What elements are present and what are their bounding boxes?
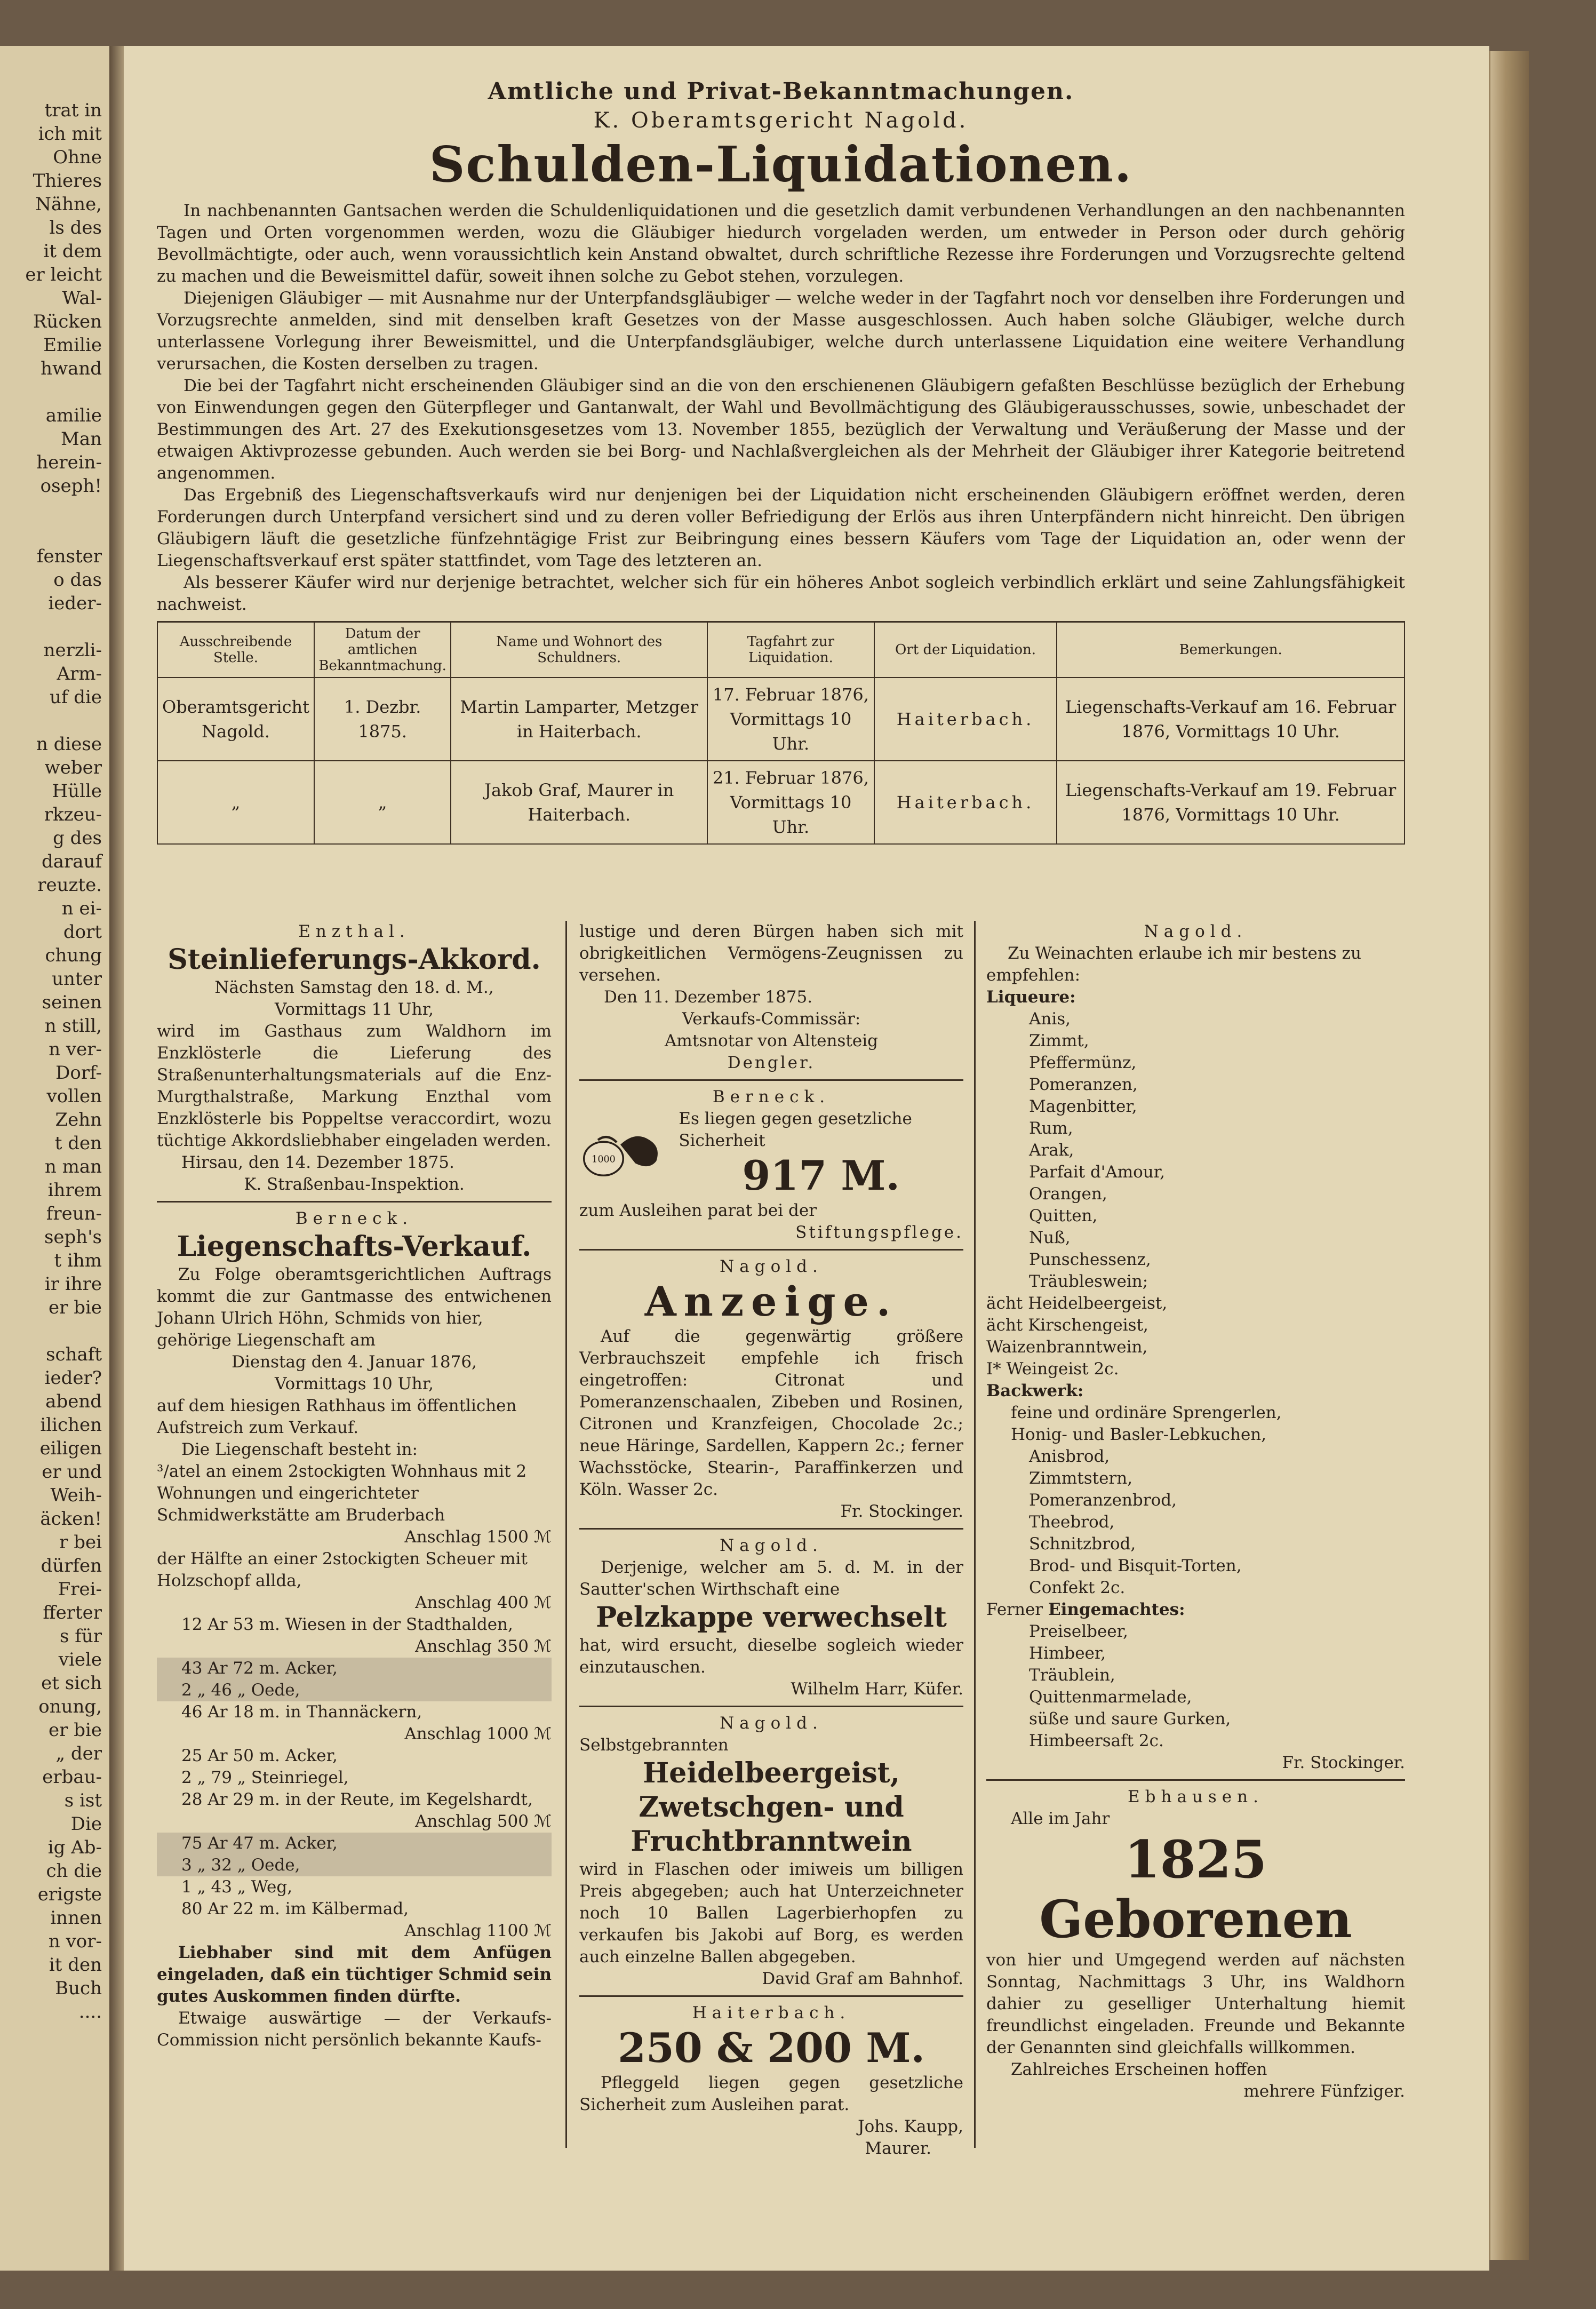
ad-item: 46 Ar 18 m. in Thannäckern, [181, 1702, 422, 1722]
left-page-text: herein- [36, 452, 102, 473]
left-page-text: er bie [49, 1719, 102, 1741]
main-title: Schulden-Liquidationen. [429, 136, 1132, 193]
left-page-text: n ver- [49, 1039, 102, 1060]
list-item: ächt Heidelbeergeist, [986, 1294, 1168, 1313]
ad-weinachten [986, 921, 1405, 1774]
left-page-text: Dorf- [55, 1062, 102, 1084]
table-row [157, 761, 1405, 844]
ad-signature: David Graf am Bahnhof. [762, 1969, 963, 1988]
table-header: Ausschreibende Stelle. [157, 622, 314, 678]
left-page-text: ihrem [47, 1180, 102, 1201]
ad-place: Nagold. [720, 1536, 823, 1555]
list-item: Preiselbeer, [1029, 1622, 1128, 1641]
left-page-text: er und [42, 1461, 102, 1483]
ad-stiftung [579, 1086, 963, 1244]
list-item: Parfait d'Amour, [1029, 1163, 1165, 1182]
list-item: Pomeranzenbrod, [1029, 1491, 1177, 1510]
left-page-text: ieder? [44, 1367, 102, 1389]
table-cell: Oberamtsgericht Nagold. [157, 678, 314, 761]
left-page-text: ir ihre [44, 1273, 102, 1295]
list-item: Himbeersaft 2c. [1029, 1731, 1164, 1750]
left-page-text: onung, [38, 1696, 102, 1717]
table-header: Name und Wohnort des Schuldners. [451, 622, 707, 678]
section-title: Amtliche und Privat-Bekanntmachungen. [488, 78, 1074, 105]
left-page-text: viele [58, 1649, 102, 1670]
left-page-text: n vor- [48, 1931, 102, 1952]
ad-text: Derjenige, welcher am 5. d. M. in der Sautter'schen Wirthschaft eine [579, 1558, 963, 1599]
ad-item: 2 „ 79 „ Steinriegel, [181, 1768, 349, 1787]
left-page-text: ilichen [40, 1414, 102, 1436]
ad-text: hat, wird ersucht, dieselbe sogleich wieder einzutauschen. [579, 1636, 963, 1677]
table-cell: Jakob Graf, Maurer in Haiterbach. [451, 761, 707, 844]
ad-steinlieferung [157, 921, 552, 1196]
ad-text: Zu Folge oberamtsgerichtlichen Auftrags kommt die zur Gantmasse des entwichenen Johann Ulrich Höhn, Schmids von hier, [157, 1265, 552, 1328]
left-page-text: g des [53, 827, 102, 849]
table-cell: Liegenschafts-Verkauf am 16. Februar 1876, Vormittags 10 Uhr. [1057, 678, 1405, 761]
ad-text: Dienstag den 4. Januar 1876, [232, 1352, 477, 1372]
announcements-section [157, 78, 1405, 845]
list-item: ächt Kirschengeist, [986, 1316, 1148, 1335]
table-cell: Liegenschafts-Verkauf am 19. Februar 1876, Vormittags 10 Uhr. [1057, 761, 1405, 844]
ad-subhead: Backwerk: [986, 1381, 1084, 1400]
left-page-text: Weih- [50, 1485, 102, 1506]
left-page-text: s ist [64, 1790, 102, 1811]
ad-place: Enzthal. [298, 922, 410, 941]
left-page-text: Man [61, 428, 102, 450]
left-page-text: ls des [49, 217, 102, 238]
ad-item: feine und ordinäre Sprengerlen, [1011, 1403, 1282, 1422]
table-cell: „ [314, 761, 451, 844]
amount-row [579, 1108, 963, 1200]
ad-place: Haiterbach. [692, 2003, 851, 2023]
left-page-text: Hülle [52, 781, 102, 802]
list-item: Pfeffermünz, [1029, 1053, 1137, 1072]
ad-signature: mehrere Fünfziger. [1243, 2082, 1405, 2101]
separator [579, 1706, 963, 1707]
ad-text: wird in Flaschen oder imiweis um billigen Preis abgegeben; auch hat Unterzeichneter noch 10 Ballen Lagerbierhopfen zu verkaufen bis Jakobi auf Borg, es werden auch einzelne Ballen abgegeben. [579, 1860, 963, 1966]
list-item: Nuß, [1029, 1228, 1071, 1247]
left-page-text: Buch [55, 1978, 102, 1999]
ad-text: Zu Weinachten erlaube ich mir bestens zu empfehlen: [986, 944, 1361, 985]
left-page-text: uf die [49, 687, 102, 708]
ad-place: Nagold. [1144, 922, 1248, 941]
ad-text: Selbstgebrannten [579, 1735, 729, 1755]
ad-item: 2 „ 46 „ Oede, [157, 1679, 552, 1701]
list-item: Anisbrod, [1029, 1447, 1110, 1466]
list-item: Träubleswein; [1029, 1272, 1148, 1291]
ad-item: 75 Ar 47 m. Acker, [157, 1833, 552, 1854]
left-page-text: t den [54, 1133, 102, 1154]
left-page-text: Die [70, 1813, 102, 1835]
ad-place: Nagold. [720, 1257, 823, 1276]
list-item: Confekt 2c. [1029, 1578, 1126, 1597]
left-page-text: it den [49, 1954, 102, 1976]
ad-text: Liebhaber sind mit dem Anfügen eingeladen, daß ein tüchtiger Schmid sein gutes Auskommen finden dürfte. [157, 1943, 552, 2006]
left-page-text: Nähne, [35, 194, 102, 215]
ad-amount: 250 & 200 M. [618, 2024, 925, 2072]
list-item: Pomeranzen, [1029, 1075, 1138, 1094]
left-page-text: o das [53, 569, 102, 591]
left-page-text: Emilie [43, 335, 102, 356]
left-page-text: Wal- [62, 288, 102, 309]
ad-item: 25 Ar 50 m. Acker, [181, 1746, 338, 1765]
left-page-text: et sich [41, 1673, 102, 1694]
ad-signature: K. Straßenbau-Inspektion. [244, 1175, 465, 1194]
ad-place: Berneck. [295, 1209, 413, 1228]
table-header: Datum der amtlichen Bekanntmachung. [314, 622, 451, 678]
list-item: Träublein, [1029, 1666, 1115, 1685]
separator [157, 1201, 552, 1203]
table-cell: „ [157, 761, 314, 844]
ad-price: Anschlag 400 ℳ [415, 1593, 552, 1612]
ad-geborenen [986, 1786, 1405, 2103]
ad-title: 1825 Geborenen [1039, 1829, 1352, 1949]
left-page-text: n ei- [61, 898, 102, 919]
ad-price: Anschlag 1100 ℳ [404, 1921, 552, 1940]
left-page-text: n still, [44, 1015, 102, 1037]
column-2 [579, 921, 963, 2165]
ad-columns [157, 921, 1405, 2158]
ad-signature: Maurer. [865, 2139, 931, 2158]
ad-text: auf dem hiesigen Rathhaus im öffentlichen Aufstreich zum Verkauf. [157, 1396, 517, 1437]
ad-item: 1 „ 43 „ Weg, [181, 1877, 293, 1897]
ad-line: Nächsten Samstag den 18. d. M., [214, 978, 494, 997]
ad-text [986, 1599, 1405, 1621]
left-page-text: seinen [42, 992, 102, 1013]
ad-text: Vormittags 10 Uhr, [275, 1374, 434, 1394]
table-header: Bemerkungen. [1057, 622, 1405, 678]
ad-item: 43 Ar 72 m. Acker, [157, 1658, 552, 1679]
left-page-text: it dem [43, 241, 102, 262]
paragraph: Das Ergebniß des Liegenschaftsverkaufs wird nur denjenigen bei der Liquidation nicht erscheinenden Gläubigern eröffnet werden, deren Forderungen durch Unterpfand versichert sind und zu deren voller Befriedigung der Erlös aus ihren Unterpfändern nicht hinreicht. Den übrigen Gläubigern läuft die gesetzliche fünfzehntägige Frist zur Beibringung eines bessern Käufers vom Tage der Liquidation an, oder wenn der Liegenschaftsverkauf erst später stattfindet, vom Tage des letzteren an. [157, 485, 1405, 570]
left-page-text: Thieres [33, 170, 102, 192]
ad-signature: Fr. Stockinger. [1282, 1753, 1405, 1772]
left-page-text: er bie [49, 1297, 102, 1318]
ad-item: 80 Ar 22 m. im Kälbermad, [181, 1899, 409, 1918]
left-page-text: Ohne [53, 147, 102, 168]
left-page-text: ch die [46, 1860, 102, 1882]
column-1 [157, 921, 552, 2057]
ad-amount: 917 M. [742, 1152, 900, 1199]
ad-item: Honig- und Basler-Lebkuchen, [1011, 1425, 1267, 1444]
separator [579, 1995, 963, 1997]
left-page-text: s für [60, 1626, 102, 1647]
left-page-text: darauf [41, 851, 102, 872]
newspaper-page [124, 46, 1489, 2271]
ad-text: Pfleggeld liegen gegen gesetzliche Sicherheit zum Ausleihen parat. [579, 2073, 963, 2114]
list-item: Brod- und Bisquit-Torten, [1029, 1556, 1242, 1575]
ad-liegenschaft [157, 1208, 552, 2051]
left-page-text: seph's [44, 1227, 102, 1248]
table-row [157, 678, 1405, 761]
ad-line: Vormittags 11 Uhr, [275, 1000, 434, 1019]
ad-pelzkappe [579, 1535, 963, 1700]
ad-item: 28 Ar 29 m. in der Reute, im Kegelshardt, [181, 1790, 533, 1809]
ad-title: Liegenschafts-Verkauf. [177, 1230, 532, 1263]
ad-text: Etwaige auswärtige — der Verkaufs-Commission nicht persönlich bekannte Kaufs- [157, 2009, 552, 2050]
backwerk-list [986, 1446, 1405, 1599]
money-bag-icon [579, 1122, 668, 1186]
left-page-text: äcken! [40, 1508, 102, 1530]
left-page-text: rkzeu- [44, 804, 102, 825]
list-item: Arak, [1029, 1141, 1074, 1160]
ad-title: Pelzkappe verwechselt [596, 1601, 947, 1634]
left-page-text: vollen [46, 1086, 102, 1107]
ad-anzeige [579, 1256, 963, 1523]
list-item: Anis, [1029, 1009, 1071, 1029]
liquidation-table [157, 621, 1405, 845]
left-page-text: hwand [41, 358, 102, 379]
left-page-text: oseph! [40, 475, 102, 497]
paragraph: Diejenigen Gläubiger — mit Ausnahme nur der Unterpfandsgläubiger — welche weder in der Tagfahrt noch vor denselben ihre Forderungen und Vorzugsrechte anmelden, sind mit denselben kraft Gesetzes von der Masse ausgeschlossen. Auch haben solche Gläubiger, welche durch unterlassene Vorlegung ihrer Beweismittel, und die Unterpfandsgläubiger, welche durch unterlassene Liquidation eine weitere Verhandlung verursachen, die Kosten derselben zu tragen. [157, 289, 1405, 373]
ad-price: Anschlag 1500 ℳ [404, 1527, 552, 1547]
ad-text: Alle im Jahr [1011, 1809, 1110, 1828]
ad-pfleggeld [579, 2002, 963, 2160]
paragraph: Als besserer Käufer wird nur derjenige betrachtet, welcher sich für ein höheres Anbot sogleich verbindlich erklärt und seine Zahlungsfähigkeit nachweist. [157, 573, 1405, 614]
page-edge [1489, 51, 1529, 2260]
left-page-text: ich mit [38, 123, 102, 145]
left-page-text: erbau- [42, 1766, 102, 1788]
table-header: Ort der Liquidation. [874, 622, 1057, 678]
list-item: I* Weingeist 2c. [986, 1359, 1119, 1379]
ad-text: der Hälfte an einer 2stockigten Scheuer mit Holzschopf allda, [157, 1549, 528, 1590]
left-page-text: Arm- [57, 663, 102, 684]
left-page-text: schaft [46, 1344, 102, 1365]
left-page-text: innen [50, 1907, 102, 1929]
ad-signature: Verkaufs-Commissär: [682, 1009, 861, 1029]
ad-price: Anschlag 500 ℳ [415, 1812, 552, 1831]
book-gutter [109, 46, 125, 2271]
ad-text: zum Ausleihen parat bei der [579, 1201, 817, 1220]
ad-continuation [579, 921, 963, 1074]
list-item: Zimmt, [1029, 1031, 1089, 1050]
ad-text: Es liegen gegen gesetzliche Sicherheit [679, 1109, 912, 1150]
table-cell: Haiterbach. [874, 678, 1057, 761]
ad-text: Zahlreiches Erscheinen hoffen [1011, 2060, 1267, 2079]
ad-signature: Stiftungspflege. [795, 1223, 963, 1242]
ad-text: gehörige Liegenschaft am [157, 1331, 376, 1350]
ad-title: Steinlieferungs-Akkord. [167, 943, 541, 976]
ad-signature: Fr. Stockinger. [840, 1502, 963, 1521]
left-page-text: fferter [43, 1602, 102, 1623]
left-page-text: eiligen [39, 1438, 102, 1459]
table-cell: Haiterbach. [874, 761, 1057, 844]
table-cell: Martin Lamparter, Metzger in Haiterbach. [451, 678, 707, 761]
left-page-text: .... [78, 2001, 102, 2023]
paragraph: Die bei der Tagfahrt nicht erscheinenden Gläubiger sind an die von den erschienenen Gläubigern gefaßten Beschlüsse bezüglich der Erhebung von Einwendungen gegen den Güterpfleger und Gantanwalt, der Wahl und Bevollmächtigung des Gläubigerausschusses, sowie, unbeschadet der Bestimmungen des Art. 27 des Exekutionsgesetzes vom 13. November 1855, bezüglich der Verwaltung und Veräußerung der Masse und der etwaigen Aktivprozesse gebunden. Auch werden sie bei Borg- und Nachlaßvergleichen als der Mehrheit der Gläubiger ihrer Kategorie beitretend angenommen. [157, 376, 1405, 483]
list-item: Quitten, [1029, 1206, 1098, 1225]
left-page-text: trat in [44, 100, 102, 121]
ad-place: Berneck. [712, 1087, 831, 1106]
separator [579, 1528, 963, 1530]
separator [986, 1779, 1405, 1781]
table-cell: 21. Februar 1876, Vormittags 10 Uhr. [707, 761, 874, 844]
ad-signature: Johs. Kaupp, [858, 2117, 963, 2136]
table-header-row [157, 622, 1405, 678]
left-page-text: Rücken [33, 311, 102, 332]
ad-signature: Amtsnotar von Altensteig [665, 1031, 878, 1050]
left-page-text: freun- [46, 1203, 102, 1224]
ad-date: Hirsau, den 14. Dezember 1875. [181, 1153, 454, 1172]
ad-place: Ebhausen. [1128, 1787, 1264, 1806]
ad-signature: Wilhelm Harr, Küfer. [791, 1679, 963, 1699]
ad-subhead: Eingemachtes: [1048, 1600, 1185, 1619]
ad-text: von hier und Umgegend werden auf nächsten Sonntag, Nachmittags 3 Uhr, ins Waldhorn dahier zu geselliger Unterhaltung hiemit freundlichst eingeladen. Freunde und Bekannte der Genannten sind gleichfalls willkommen. [986, 1950, 1405, 2057]
list-item: Zimmtstern, [1029, 1469, 1133, 1488]
ad-title: Anzeige. [644, 1278, 898, 1325]
table-cell: 1. Dezbr. 1875. [314, 678, 451, 761]
left-page-text: fenster [36, 546, 102, 567]
ad-text: Ferner [986, 1600, 1043, 1619]
column-rule [565, 921, 567, 2148]
column-3 [986, 921, 1405, 2108]
court-name: K. Oberamtsgericht Nagold. [593, 108, 969, 133]
list-item: süße und saure Gurken, [1029, 1709, 1231, 1729]
table-header: Tagfahrt zur Liquidation. [707, 622, 874, 678]
list-item: Magenbitter, [1029, 1097, 1137, 1116]
left-page-fragment [0, 46, 111, 2271]
ad-text: wird im Gasthaus zum Waldhorn im Enzklösterle die Lieferung des Straßenunterhaltungsmaterials auf die Enz-Murgthalstraße, Markung Enzthal vom Enzklösterle bis Poppeltse veraccordirt, wozu tüchtige Akkordsliebhaber eingeladen werden. [157, 1022, 552, 1150]
ad-text: Die Liegenschaft besteht in: [181, 1440, 418, 1459]
ad-date: Den 11. Dezember 1875. [604, 988, 813, 1007]
left-page-text: erigste [37, 1884, 102, 1905]
left-page-text: chung [45, 945, 102, 966]
ad-text: lustige und deren Bürgen haben sich mit obrigkeitlichen Vermögens-Zeugnissen zu versehen. [579, 922, 963, 985]
emblem-label: 1000 [592, 1154, 616, 1165]
column-rule [974, 921, 976, 2148]
ad-branntwein [579, 1713, 963, 1990]
liqueur-list [986, 1008, 1405, 1293]
ad-text: ³/atel an einem 2stockigten Wohnhaus mit 2 Wohnungen und eingerichteter Schmidwerkstätte am Bruderbach [157, 1462, 527, 1525]
eingemachtes-list [986, 1621, 1405, 1752]
ad-signature: Dengler. [727, 1053, 816, 1072]
ad-price: Anschlag 350 ℳ [415, 1637, 552, 1656]
list-item: Rum, [1029, 1119, 1073, 1138]
left-page-text: n diese [36, 734, 102, 755]
list-item: Himbeer, [1029, 1644, 1106, 1663]
table-cell: 17. Februar 1876, Vormittags 10 Uhr. [707, 678, 874, 761]
left-page-text: unter [52, 968, 102, 990]
paragraph: In nachbenannten Gantsachen werden die Schuldenliquidationen und die gesetzlich damit verbundenen Verhandlungen an den nachbenannten Tagen und Orten vorgenommen werden, wozu die Gläubiger hiedurch vorgeladen werden, um entweder in Person oder durch gehörig Bevollmächtigte, oder auch, wenn voraussichtlich kein Anstand obwaltet, durch schriftliche Rezesse ihre Forderungen und Vorzugsrechte geltend zu machen und die Beweismittel dafür, soweit ihnen solche zu Gebot stehen, vorzulegen. [157, 201, 1405, 286]
list-item: Quittenmarmelade, [1029, 1687, 1192, 1707]
left-page-text: ieder- [48, 593, 102, 614]
separator [579, 1249, 963, 1251]
list-item: Waizenbranntwein, [986, 1337, 1148, 1357]
left-page-text: reuzte. [37, 874, 102, 896]
left-page-text: Frei- [58, 1579, 102, 1600]
spirits-list [986, 1293, 1405, 1380]
ad-place: Nagold. [720, 1714, 823, 1733]
left-page-text: r bei [59, 1532, 102, 1553]
list-item: Punschessenz, [1029, 1250, 1151, 1269]
left-page-text: „ der [55, 1743, 102, 1764]
left-page-text: n man [44, 1156, 102, 1177]
ad-text: 12 Ar 53 m. Wiesen in der Stadthalden, [181, 1615, 513, 1634]
left-page-text: dort [63, 921, 102, 943]
left-page-text: t ihm [54, 1250, 102, 1271]
ad-title: Heidelbeergeist, Zwetschgen- und Fruchtbranntwein [631, 1757, 912, 1858]
ad-subhead: Liqueure: [986, 988, 1076, 1007]
list-item: Orangen, [1029, 1184, 1107, 1204]
separator [579, 1079, 963, 1081]
left-page-text: weber [44, 757, 102, 778]
list-item: Schnitzbrod, [1029, 1534, 1136, 1554]
left-page-text: abend [45, 1391, 102, 1412]
left-page-text: Zehn [55, 1109, 102, 1130]
list-item: Theebrod, [1029, 1512, 1115, 1532]
left-page-text: ig Ab- [47, 1837, 102, 1858]
left-page-text: er leicht [25, 264, 102, 285]
left-page-text: amilie [45, 405, 102, 426]
ad-price: Anschlag 1000 ℳ [404, 1724, 552, 1743]
ad-text: Auf die gegenwärtig größere Verbrauchszeit empfehle ich frisch eingetroffen: Citronat und Pomeranzenschaalen, Zibeben und Rosinen, Citronen und Kranzfeigen, Chocolade 2c.; neue Häringe, Sardellen, Kappern 2c.; ferner Wachsstöcke, Stearin-, Paraffinkerzen und Köln. Wasser 2c. [579, 1327, 963, 1499]
left-page-text: nerzli- [43, 640, 102, 661]
ad-item: 3 „ 32 „ Oede, [157, 1854, 552, 1876]
left-page-text: dürfen [41, 1555, 102, 1577]
